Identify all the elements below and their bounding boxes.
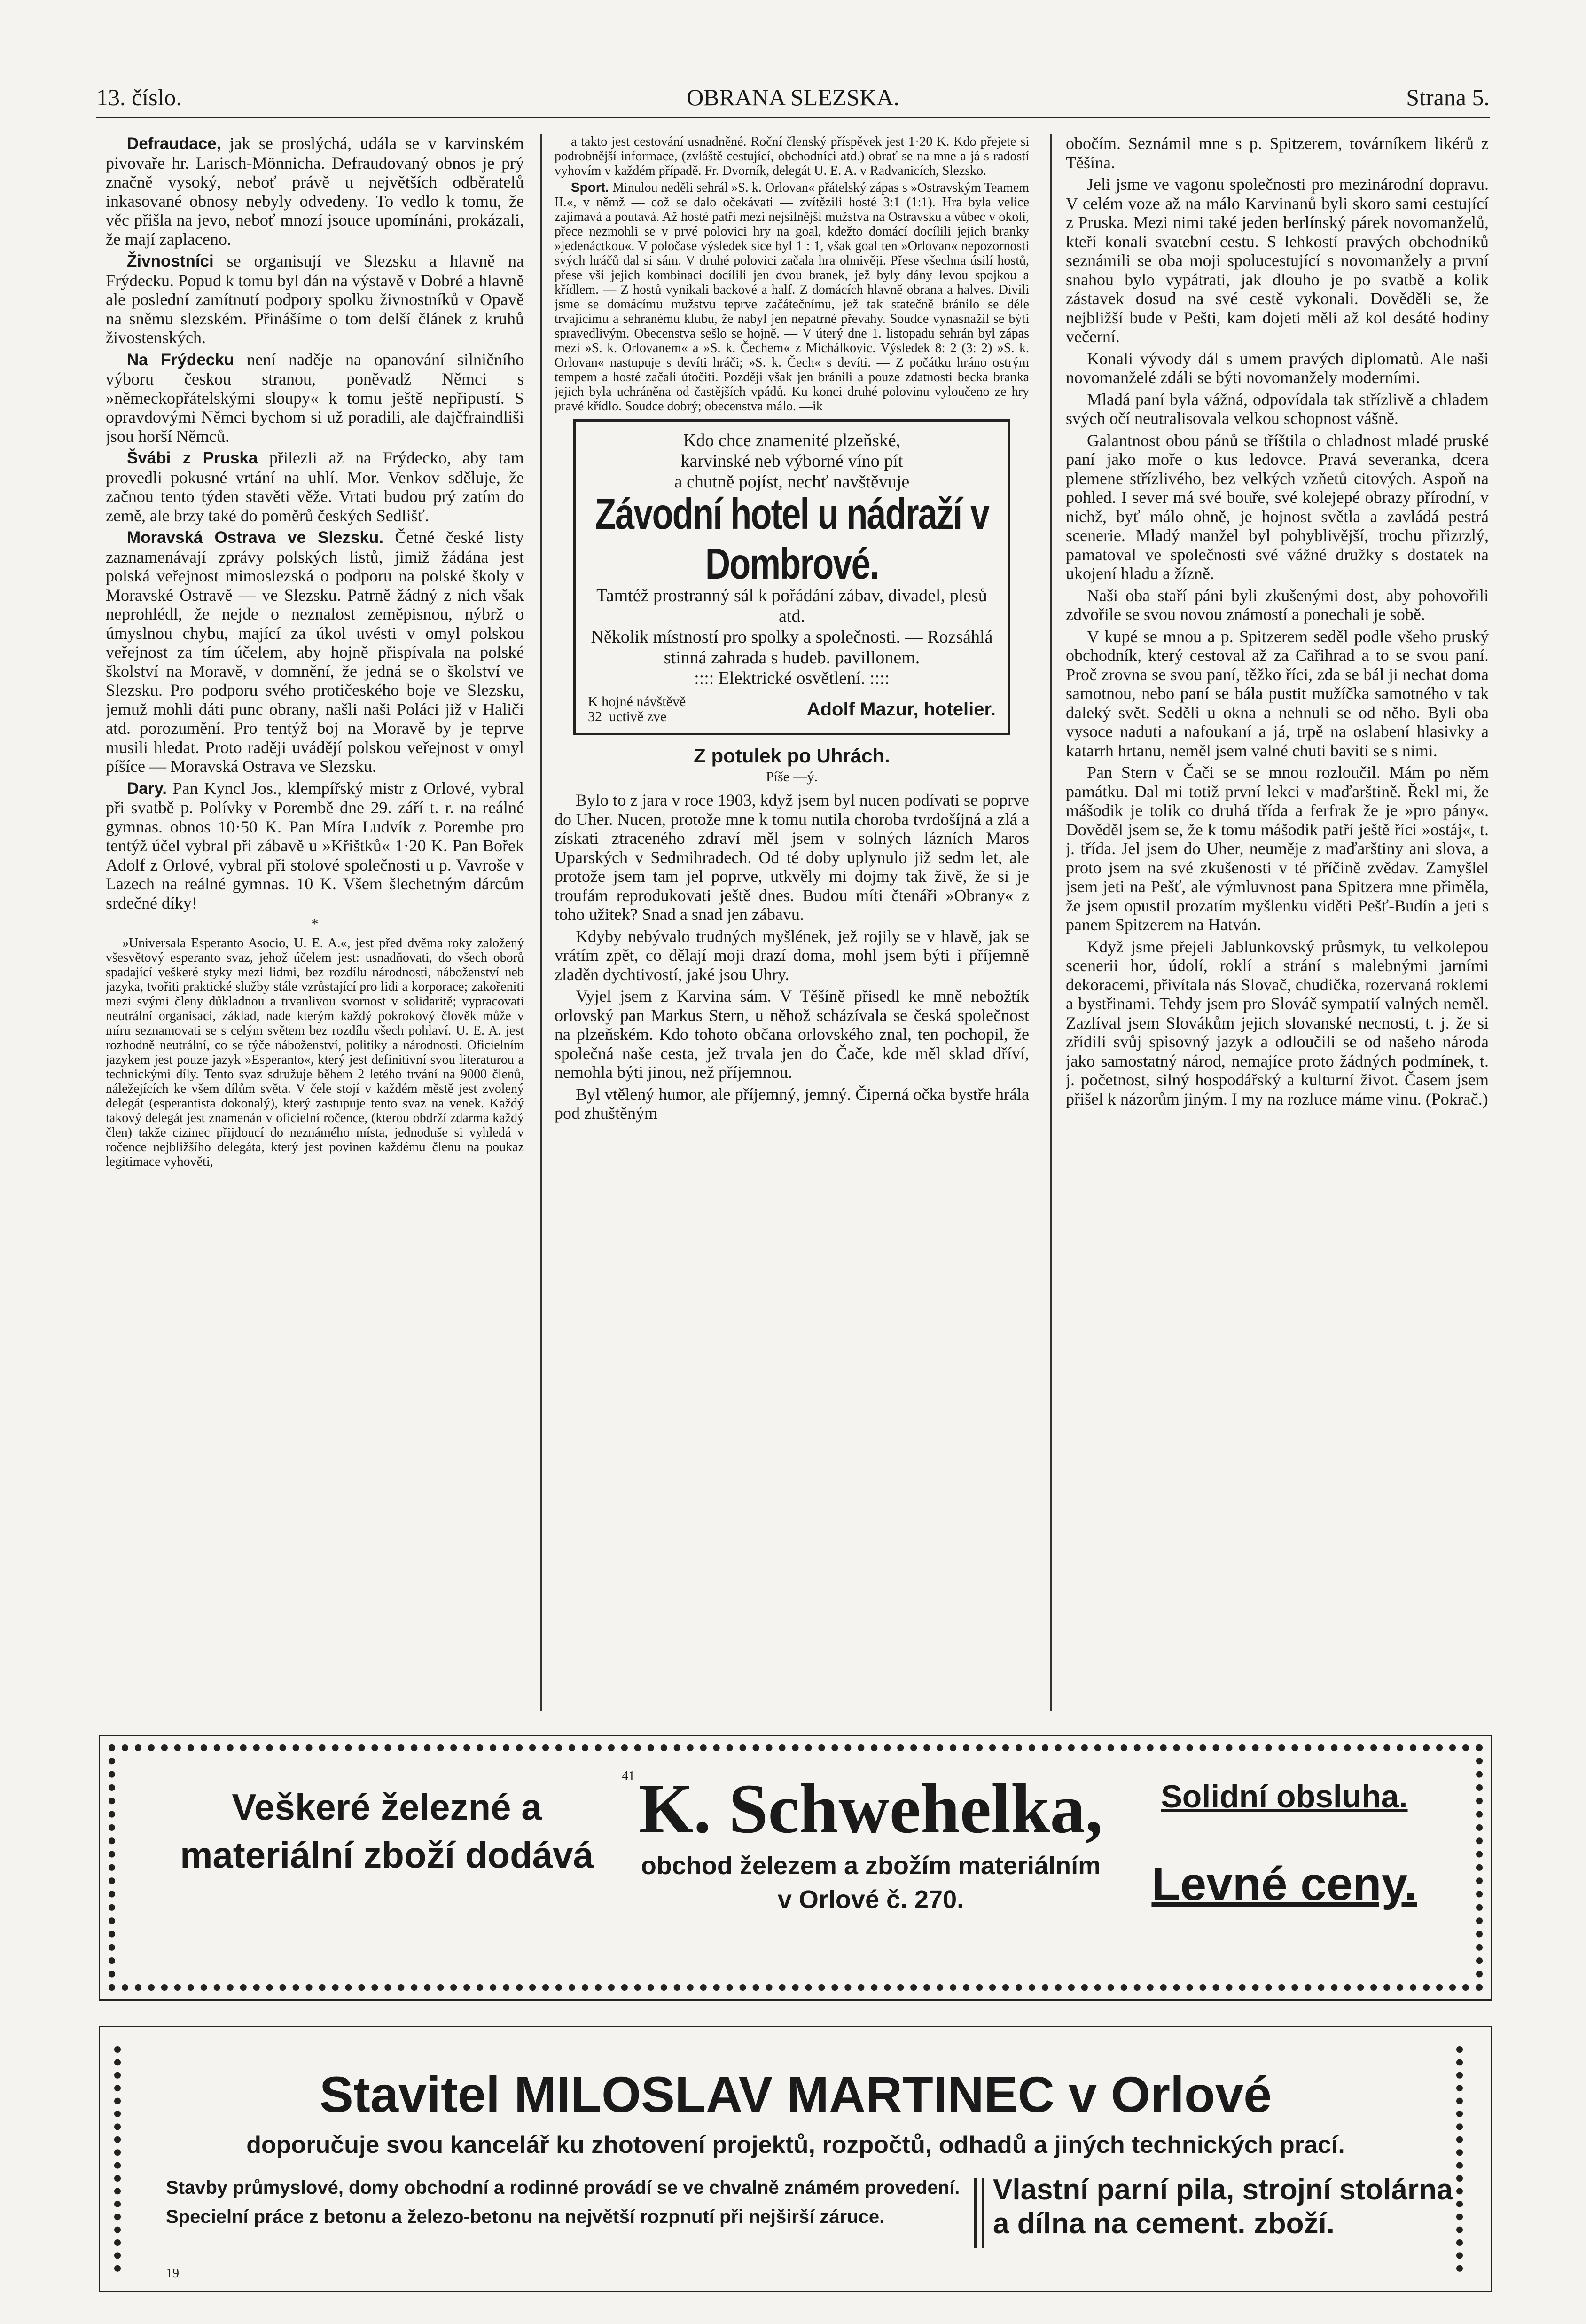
article-paragraph: Konali vývody dál s umem pravých diplomatů. Ale naši novomanželé zdáli se býti novomanžely moderními. [1066, 349, 1489, 387]
article-paragraph: Bylo to z jara v roce 1903, když jsem byl nucen podívati se poprve do Uher. Nucen, protože mne k tomu nutila choroba tvrdošíjná a zlá a získati ztraceného zdraví měl jsem v solných lázních Maros Uparských v Sedmihradech. Od té doby uplynulo již sedm let, ale protože jsem tam jel poprve, utkvěly mi dojmy tak živě, že si je troufám reprodukovati ještě dnes. Budou míti čtenáři »Obrany« z toho užitek? Snad a snad jen zábavu. [555, 791, 1029, 924]
newspaper-title: OBRANA SLEZSKA. [687, 84, 899, 110]
ad-line: Vlastní parní pila, strojní stolárna a dílna na cement. zboží. [993, 2174, 1453, 2240]
news-item: Defraudace, jak se proslýchá, udála se v karvinském pivovaře hr. Larisch-Mönnicha. Defraudovaný obnos je prý značně vysoký, neboť právě u největších odběratelů inkasované obnosy nebyly odvedeny. To vedlo k tomu, že věc přišla na jevo, neboť mnozí jsouce upomínáni, prokázali, že mají zaplaceno. [106, 134, 524, 249]
column-rule [540, 134, 542, 1711]
article-paragraph: Kdyby nebývalo trudných myšlének, jež rojily se v hlavě, jak se vrátím zpět, co dělají moji drazí doma, mohl jsem býti i příjemně zladěn dychtivostí, jaké jsou Uhry. [555, 926, 1029, 984]
ad-line: karvinské neb výborné víno pít [680, 451, 903, 471]
news-item: Na Frýdecku není naděje na opanování silničního výboru českou stranou, poněvadž Němci s »německopřátelskými sloupy« k tomu ještě nepřipustí. S opravdovými Němci bychom si už poradili, ale dajčfraindliši jsou horší Němců. [106, 350, 524, 446]
ad-subtitle: doporučuje svou kancelář ku zhotovení projektů, rozpočtů, odhadů a jiných technických prací. [246, 2131, 1345, 2159]
double-rule [974, 2178, 984, 2248]
ad-number: 19 [166, 2266, 179, 2281]
page-header [96, 84, 1490, 112]
column-2 [555, 134, 1029, 1711]
ad-slogan: Solidní obsluha. [1161, 1779, 1408, 1814]
news-item: Švábi z Pruska přilezli až na Frýdecko, aby tam provedli pokusné vrtání na uhlí. Mor. Venkov sděluje, že začnou tento týden stavěti věže. Vrtati budou prý zatím do země, ale brzy také do poměrů českých Sedlišť. [106, 448, 524, 525]
issue-number: 13. číslo. [96, 84, 182, 110]
page-number: Strana 5. [1406, 84, 1490, 110]
hotel-advertisement [573, 419, 1010, 735]
separator-star: * [311, 916, 319, 932]
news-item: a takto jest cestování usnadněné. Roční členský příspěvek jest 1·20 K. Kdo přejete si podrobnější informace, (zvláště cestující, obchodníci atd.) obrať se na mne a já s radostí vyhovím v každém případě. Fr. Dvorník, delegát U. E. A. v Radvanicích, Slezsko. [555, 134, 1029, 178]
ad-title: Stavitel MILOSLAV MARTINEC v Orlové [319, 2066, 1272, 2123]
ad-left-text: Veškeré železné a materiální zboží dodává [180, 1786, 594, 1876]
article-paragraph: obočím. Seznámil mne s p. Spitzerem, továrníkem likérů z Těšína. [1066, 134, 1489, 172]
hotel-name: Závodní hotel u nádraží v Dombrové. [594, 489, 989, 588]
article-paragraph: Pan Stern v Čači se se mnou rozloučil. Mám po něm památku. Dal mi totiž první lekci v maďarštině. Řekl mi, že mášodik je tolik co druhá třída a ferfrak že je »pro pány«. Dověděl jsem se, že k tomu mášodik patří ještě říci »ostáj«, t. j. třída. Jel jsem do Uher, neuměje z maďarštiny ani slova, a proto jsem na své zkušenosti v té příčině zvědav. Zamyšlel jsem jeti na Pešť, ale výmluvnost pana Spitzera mne přiměla, že jsem opustil prozatím myšlenku viděti Pešť-Budín a jeti s panem Spitzerem na Hatván. [1066, 763, 1489, 934]
company-description: obchod železem a zbožím materiálním [641, 1852, 1101, 1880]
ad-footer-text: K hojné návštěvě [588, 694, 686, 709]
esperanto-item: »Universala Esperanto Asocio, U. E. A.«, jest před dvěma roky založený všesvětový esperanto svaz, jehož účelem jest: usnadňovati, do všech oborů spadající veškeré styky mezi lidmi, bez rozdílu národnosti, náboženství neb jazyka, tvořiti praktické služby stále vzrůstající pro lidi a korporace; zakořeniti mezi svými členy důkladnou a trvanlivou svornost v solidaritě; vypracovati neutrální organisaci, základ, nade kterým každý pokrokový člověk může v míru seznamovati se s celým světem bez rozdílu všech pohlaví. U. E. A. jest rozhodně neutrální, co se týče náboženství, politiky a národnosti. Oficielním jazykem jest pouze jazyk »Esperanto«, který jest definitivní svou literaturou a technickými díly. Tento svaz sdružuje během 2 letého trvání na 9000 členů, náležejících ke všem dílům světa. V čele stojí v každém městě jest zvolený delegát (esperantista dokonalý), který zastupuje tento svaz na venek. Každý takový delegát jest znamenán v oficielní ročence, (kterou obdrží zdarma každý člen) takže cizinec přijdoucí do neznámého místa, jednoduše si vyhledá v ročence nejbližšího delegáta, který jest povinen každému členu na poukaz legitimace vyhověti, [106, 936, 524, 1169]
article-paragraph: V kupé se mnou a p. Spitzerem seděl podle všeho pruský obchodník, který cestoval až za Cařihrad a to se svou paní. Proč zrovna se svou paní, těžko říci, zda se bál ji nechat doma samotnou, nebo paní se bála pustit mužíčka samotného v tak daleký svět. Seděli u okna a nehnuli se od něho. Byli oba vysoce naduti a nafoukaní a já, trpě na oslabení hlasivky a katarrh hrtanu, neměl jsem valné chuti baviti se s nimi. [1066, 627, 1489, 760]
martinec-advertisement [99, 2026, 1492, 2292]
ad-slogan: Levné ceny. [1151, 1858, 1417, 1910]
sport-item: Sport. Minulou neděli sehrál »S. k. Orlovan« přátelský zápas s »Ostravským Teamem II.«, v němž — což se dalo očekávati — zvítězili hosté 3:1 (1:1). Hra byla velice zajímavá a poutavá. Až hosté patří mezi nejsilnější mužstva na Ostravsku a vůbec v okolí, přece nezmohli se v prvé polovici hry na goal, kdežto domácí docílili jejich branky »jedenáctkou«. V poločase výsledek sice byl 1 : 1, však goal ten »Orlovan« nepozornosti svých hráčů dal si sám. V druhé polovici začala hra ohnivěji. Přese všechna úsilí hostů, přese vši jejich kombinaci docílili jen dvou branek, jež byly dány levou spojkou a křídlem. — Z hostů vynikali backové a half. Z domácích hlavně obrana a halves. Divili jsme se domácímu mužstvu teprve začátečnímu, jež tak statečně bránilo se déle trvajícímu a sehranému klubu, že nabyl jen nepatrné převahy. Soudce vynasnažil se býti spravedlivým. Obecenstva sešlo se hojně. — V úterý dne 1. listopadu sehrán byl zápas mezi »S. k. Orlovanem« a »S. k. Čechem« z Michálkovic. Výsledek 8: 2 (3: 2) »S. k. Orlovan« nastupuje s devíti hráči; »S. k. Čech« s devíti. — Z počátku hráno ostrým tempem a hosté začali útočiti. Později však jen bránili a pouze zdatnosti becka branka jejich byla uchráněna od častějších vpádů. Ku konci druhé polovinu vyloučeno ze hry pravé křídlo. Soudce dobrý; obecenstva málo. —ik [555, 180, 1029, 414]
hotelier-name: Adolf Mazur, hotelier. [806, 699, 996, 720]
ad-line: Tamtéž prostranný sál k pořádání zábav, divadel, plesů atd. [596, 586, 987, 626]
article-paragraph: Když jsme přejeli Jablunkovský průsmyk, tu velkolepou scenerii hor, údolí, roklí a strání s malebnými jarními dekoracemi, přivítala nás Slovač, chudička, rozervaná roklemi a bystřinami. Tehdy jsem pro Slováč sympatií valných neměl. Zazlíval jsem Slovákům jejich slovanské necnosti, t. j. že si zřídili svůj spisovný jazyk a odloučili se od našeho národa jako samostatný národ, nemajíce proto žádných podmínek, t. j. početnost, silný hospodářský a kulturní život. Časem jsem přišel k názorům jiným. I my na rozluce máme vinu. (Pokrač.) [1066, 937, 1489, 1108]
company-address: v Orlové č. 270. [777, 1885, 964, 1914]
ad-line: Specielní práce z betonu a železo-betonu na největší rozpnutí při nejširší záruce. [166, 2206, 885, 2227]
ad-line: Kdo chce znamenité plzeňské, [683, 431, 901, 450]
ad-line: Stavby průmyslové, domy obchodní a rodinné provádí se ve chvalně známém provedení. [166, 2177, 960, 2198]
article-byline: Píše —ý. [766, 769, 818, 785]
ad-number: 32 [588, 709, 602, 724]
article-paragraph: Byl vtělený humor, ale příjemný, jemný. Čiperná očka bystře hrála pod zhuštěným [555, 1084, 1029, 1123]
column-rule [1050, 134, 1052, 1711]
column-3 [1066, 134, 1489, 1711]
ad-number: 41 [622, 1769, 635, 1783]
ad-footer-text: uctivě zve [609, 709, 667, 724]
news-item: Dary. Pan Kyncl Jos., klempířský mistr z Orlové, vybral při svatbě p. Polívky v Porembě dne 29. září t. r. na reálné gymnas. obnos 10·50 K. Pan Míra Ludvík z Porembe pro tentýž účel vybral při zábavě u »Křištků« 1·20 K. Pan Bořek Adolf z Orlové, vybral při stolové společnosti u p. Vavroše v Lazech na reálné gymnas. 10 K. Všem šlechetným dárcům srdečné díky! [106, 778, 524, 912]
article-paragraph: Naši oba staří páni byli zkušenými dost, aby pohovořili zdvořile se svou novou známostí a ponechali je sobě. [1066, 586, 1489, 624]
article-paragraph: Vyjel jsem z Karvina sám. V Těšíně přisedl ke mně nebožtík orlovský pan Markus Stern, u něhož scházívala se česká společnost na plzeňském. Kdo tohoto občana orlovského znal, ten pochopil, že společná naše cesta, jež trvala jen do Čače, kde měl sklad dříví, nemohla býti jinou, než příjemnou. [555, 987, 1029, 1082]
column-1 [106, 134, 524, 1711]
news-item: Živnostníci se organisují ve Slezsku a hlavně na Frýdecku. Popud k tomu byl dán na výstavě v Dobré a hlavně ale poslední zamítnutí podpory spolku živnostníků v Opavě na sněmu slezském. Přinášíme o tom delší článek z kruhů živostenských. [106, 251, 524, 347]
company-name: K. Schwehelka, [639, 1770, 1103, 1848]
ad-line: Několik místností pro spolky a společnosti. — Rozsáhlá stinná zahrada s hudeb. pavillonem. [591, 627, 993, 667]
news-item: Moravská Ostrava ve Slezsku. Četné české listy zaznamenávají zprávy polských listů, jimiž žádána jest polská veřejnost mimoslezská o podporu na polské školy v Moravské Ostravě — ve Slezsku. Patrně žádný z nich však neprohlédl, že nejde o neznalost zeměpisnou, nýbrž o úmyslnou chybu, mající za úkol uvésti v omyl polskou veřejnost za tím účelem, aby hojně přispívala na polské školství na Moravě, v domnění, že jedná se o školství ve Slezsku. Pro podporu svého protičeského boje ve Slezsku, jemuž mohli dáti punc obrany, našli naši Poláci již v Haliči atd. porozumění. Pro tentýž boj na Moravě by je teprve musili hledat. Proto raději uvádějí polskou veřejnost v omyl píšíce — Moravská Ostrava ve Slezsku. [106, 528, 524, 776]
schwehelka-advertisement [99, 1735, 1492, 2001]
article-paragraph: Jeli jsme ve vagonu společnosti pro mezinárodní dopravu. V celém voze až na málo Karvinanů byli skoro sami cestující z Pruska. Mezi nimi také jeden berlínský párek novomanželů, kteří konali svatební cestu. S lehkostí pravých obchodníků seznámili se oba moji spolucestující s novomanžely a první snahou bylo vypátrati, jak dlouho je po svatbě a kolik zástavek dosud na své cestě vykonali. Dověděli se, že nejbližší bude v Pešti, kam dojeti měli až kol desáté hodiny večerní. [1066, 175, 1489, 346]
article-paragraph: Mladá paní byla vážná, odpovídala tak střízlivě a chladem svých očí neutralisovala velkou schopnost vášně. [1066, 390, 1489, 428]
ad-line: a chutně pojíst, nechť navštěvuje [674, 472, 910, 492]
header-rule [96, 117, 1490, 118]
ad-footer [588, 694, 996, 724]
ad-line: :::: Elektrické osvětlení. :::: [694, 668, 890, 688]
article-headline: Z potulek po Uhrách. [694, 745, 890, 767]
article-paragraph: Galantnost obou pánů se tříštila o chladnost mladé pruské paní jako moře o kus ledovce. Pravá severanka, dcera plemene střízlivého, bez velkých vzňetů citových. Aspoň na pohled. I sever má své bouře, své kolejepé obrazy přírodní, v nichž, byť málo ohně, je hojnost světla a zavládá pestrá scenerie. Mladý manžel byl pohyblivější, trochu přizrzlý, pamatoval ve společnosti své vážné družky s dostatek na ukojení hladu a žízně. [1066, 431, 1489, 583]
